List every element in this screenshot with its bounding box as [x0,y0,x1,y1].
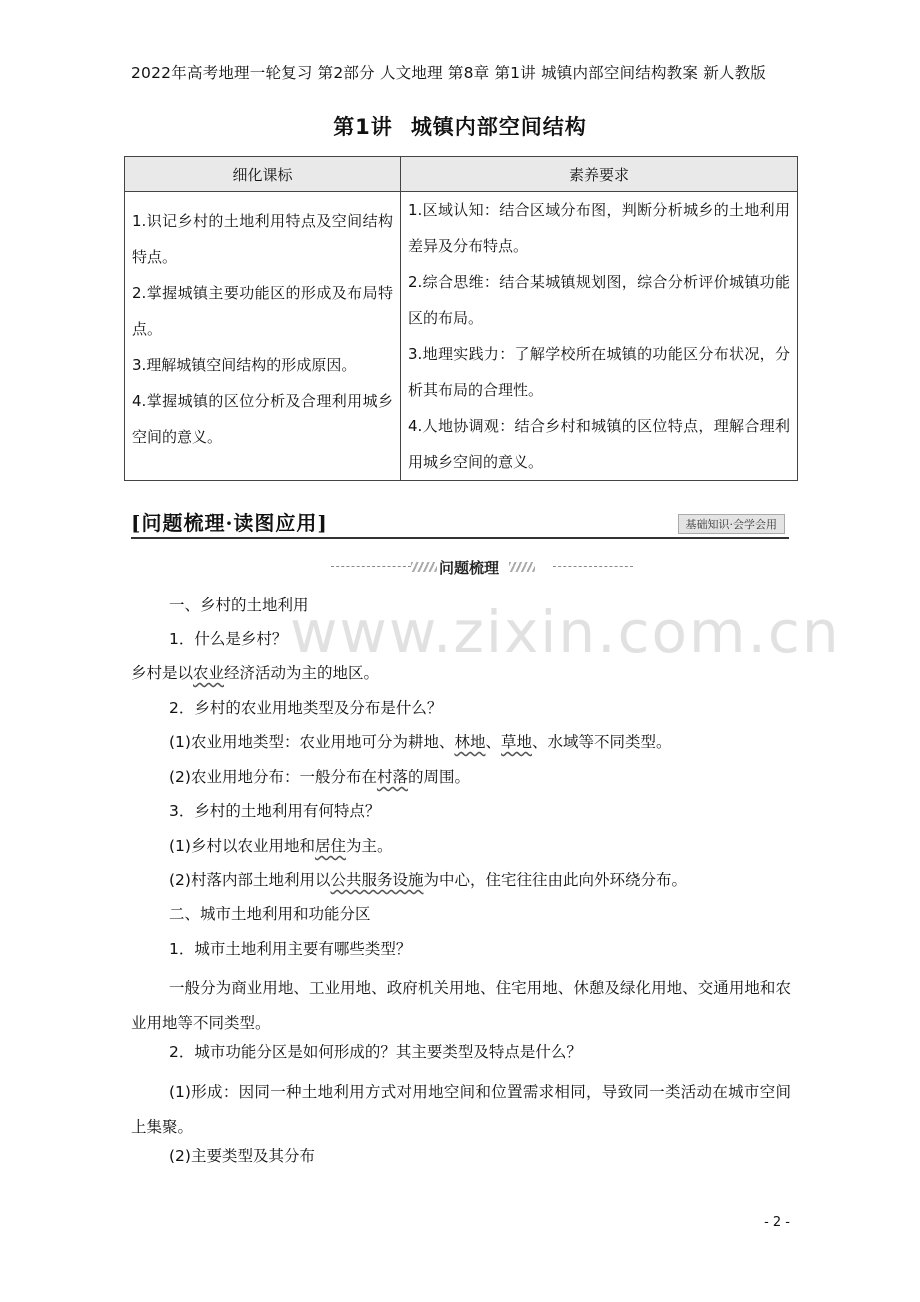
watermark: www.zixin.com.cn [290,598,841,666]
answer-4: 一般分为商业用地、工业用地、政府机关用地、住宅用地、休憩及绿化用地、交通用地和农业用地等不同类型。 [131,979,791,1032]
standards-cell [125,192,401,481]
literacy-cell [401,192,798,481]
answer-1: 乡村是以农业经济活动为主的地区。 [131,664,380,682]
lecture-title [0,111,920,141]
lecture-number: 第1讲 [333,115,393,139]
question-4: 1．城市土地利用主要有哪些类型？ [169,940,412,958]
table-header-standards: 细化课标 [125,157,401,192]
question-5: 2．城市功能分区是如何形成的？其主要类型及特点是什么？ [169,1043,582,1061]
answer-3-2: (2)村落内部土地利用以公共服务设施为中心，住宅往往由此向外环绕分布。 [169,871,687,889]
answer-2-2: (2)农业用地分布：一般分布在村落的周围。 [169,768,470,786]
answer-2-1: (1)农业用地类型：农业用地可分为耕地、林地、草地、水域等不同类型。 [169,733,672,751]
table-header-literacy: 素养要求 [401,157,798,192]
list-item: 1.识记乡村的土地利用特点及空间结构特点。 [132,212,393,266]
page-number: - 2 - [764,1215,790,1230]
answer-5-1: (1)形成：因同一种土地利用方式对用地空间和位置需求相同，导致同一类活动在城市空间上集聚。 [131,1083,791,1136]
list-item: 2.综合思维：结合某城镇规划图，综合分析评价城镇功能区的布局。 [408,273,790,327]
document-header: 2022年高考地理一轮复习 第2部分 人文地理 第8章 第1讲 城镇内部空间结构教案 新人教版 [131,64,766,82]
heading-urban-land-use: 二、城市土地利用和功能分区 [169,905,371,923]
section-badge: 基础知识·会学会用 [678,514,786,534]
list-item: 4.掌握城镇的区位分析及合理利用城乡空间的意义。 [132,392,393,446]
question-1: 1．什么是乡村？ [169,630,288,648]
table-row [125,192,798,481]
list-item: 4.人地协调观：结合乡村和城镇的区位特点，理解合理利用城乡空间的意义。 [408,417,790,471]
divider-line-right [553,566,633,567]
section-title: [问题梳理·读图应用] [131,511,328,535]
answer-5-2: (2)主要类型及其分布 [169,1147,315,1165]
sub-section-divider [331,557,637,577]
section-heading-bar [131,505,789,539]
answer-3-1: (1)乡村以农业用地和居住为主。 [169,837,393,855]
question-3: 3．乡村的土地利用有何特点？ [169,802,381,820]
standards-table [124,156,798,481]
list-item: 3.理解城镇空间结构的形成原因。 [132,356,357,374]
list-item: 1.区域认知：结合区域分布图，判断分析城乡的土地利用差异及分布特点。 [408,201,790,255]
list-item: 3.地理实践力：了解学校所在城镇的功能区分布状况，分析其布局的合理性。 [408,345,790,399]
question-2: 2．乡村的农业用地类型及分布是什么？ [169,699,443,717]
sub-section-title: 问题梳理 [439,559,500,577]
lecture-name: 城镇内部空间结构 [410,115,587,139]
table-header-row [125,157,798,192]
divider-slashes-icon [509,562,535,572]
list-item: 2.掌握城镇主要功能区的形成及布局特点。 [132,284,393,338]
heading-rural-land-use: 一、乡村的土地利用 [169,596,309,614]
divider-slashes-icon [411,562,437,572]
divider-line-left [331,566,411,567]
